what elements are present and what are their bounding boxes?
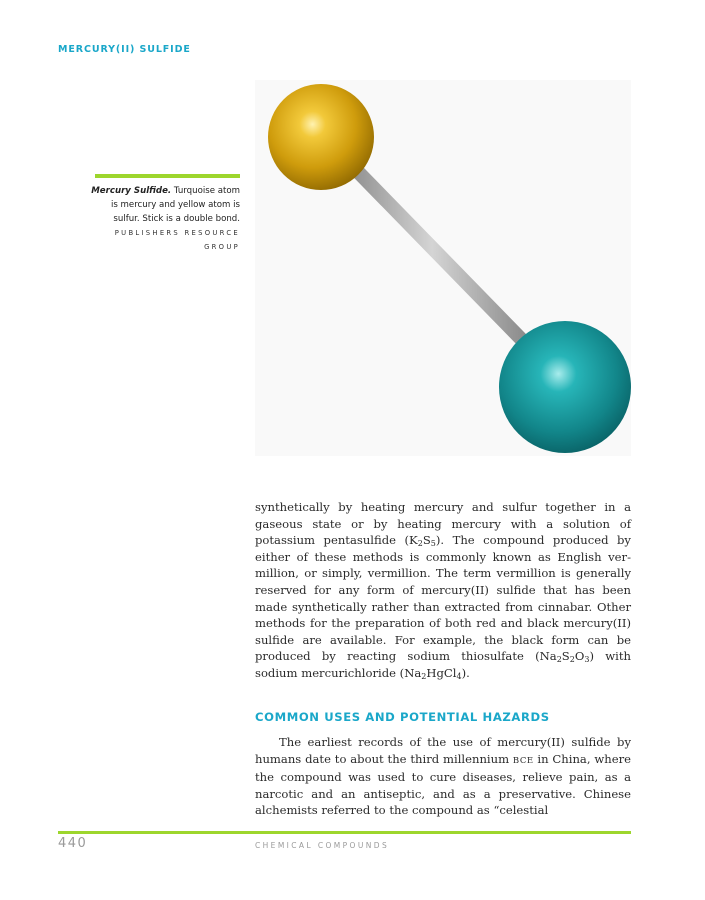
section-heading: COMMON USES AND POTENTIAL HAZARDS: [255, 710, 550, 724]
caption-rule: [95, 174, 240, 178]
sulfur-atom: [268, 84, 374, 190]
caption-title: Mercury Sulfide.: [91, 186, 172, 196]
caption-credit: PUBLISHERS RESOURCE GROUP: [114, 229, 240, 251]
running-head: MERCURY(II) SULFIDE: [58, 44, 191, 55]
mercury-sulfide-ball-and-stick-model: [255, 80, 631, 456]
body-paragraph-2: The earliest records of the use of mercury(II) sulfide by humans date to about the third millennium BCE in China, where the compound was used to cure diseases, relieve pain, as a narcotic and an antiseptic, and as a preservative. Chinese alchemists referred to the compound as “celestial: [255, 735, 632, 818]
footer-book-title: CHEMICAL COMPOUNDS: [255, 841, 390, 850]
figure-caption: [88, 184, 240, 254]
mercury-atom: [499, 321, 631, 453]
footer-rule: [58, 831, 631, 834]
caption-text: Turquoise atom is mercury and yellow atom is sulfur. Stick is a double bond.: [110, 186, 240, 224]
body-paragraph-1: synthetically by heating mercury and sulfur together in a gaseous state or by heating mercury with a solution of potassium pentasulfide $(K_2S_5)$. The compound produced by either of these methods is commonly known as English vermillion, or simply, vermillion. The term vermillion is generally reserved for any form of mercury(II) sulfide that has been made synthetically rather than extracted from cinnabar. Other methods for the preparation of both red and black mercury(II) sulfide are available. For example, the black form can be produced by reacting sodium thiosulfate $(Na_2S_2O_3)$ with sodium mercurichloride $(Na_2HgCl_4)$.: [255, 500, 631, 681]
page-number: 440: [58, 836, 88, 851]
molecule-figure: [255, 80, 631, 456]
